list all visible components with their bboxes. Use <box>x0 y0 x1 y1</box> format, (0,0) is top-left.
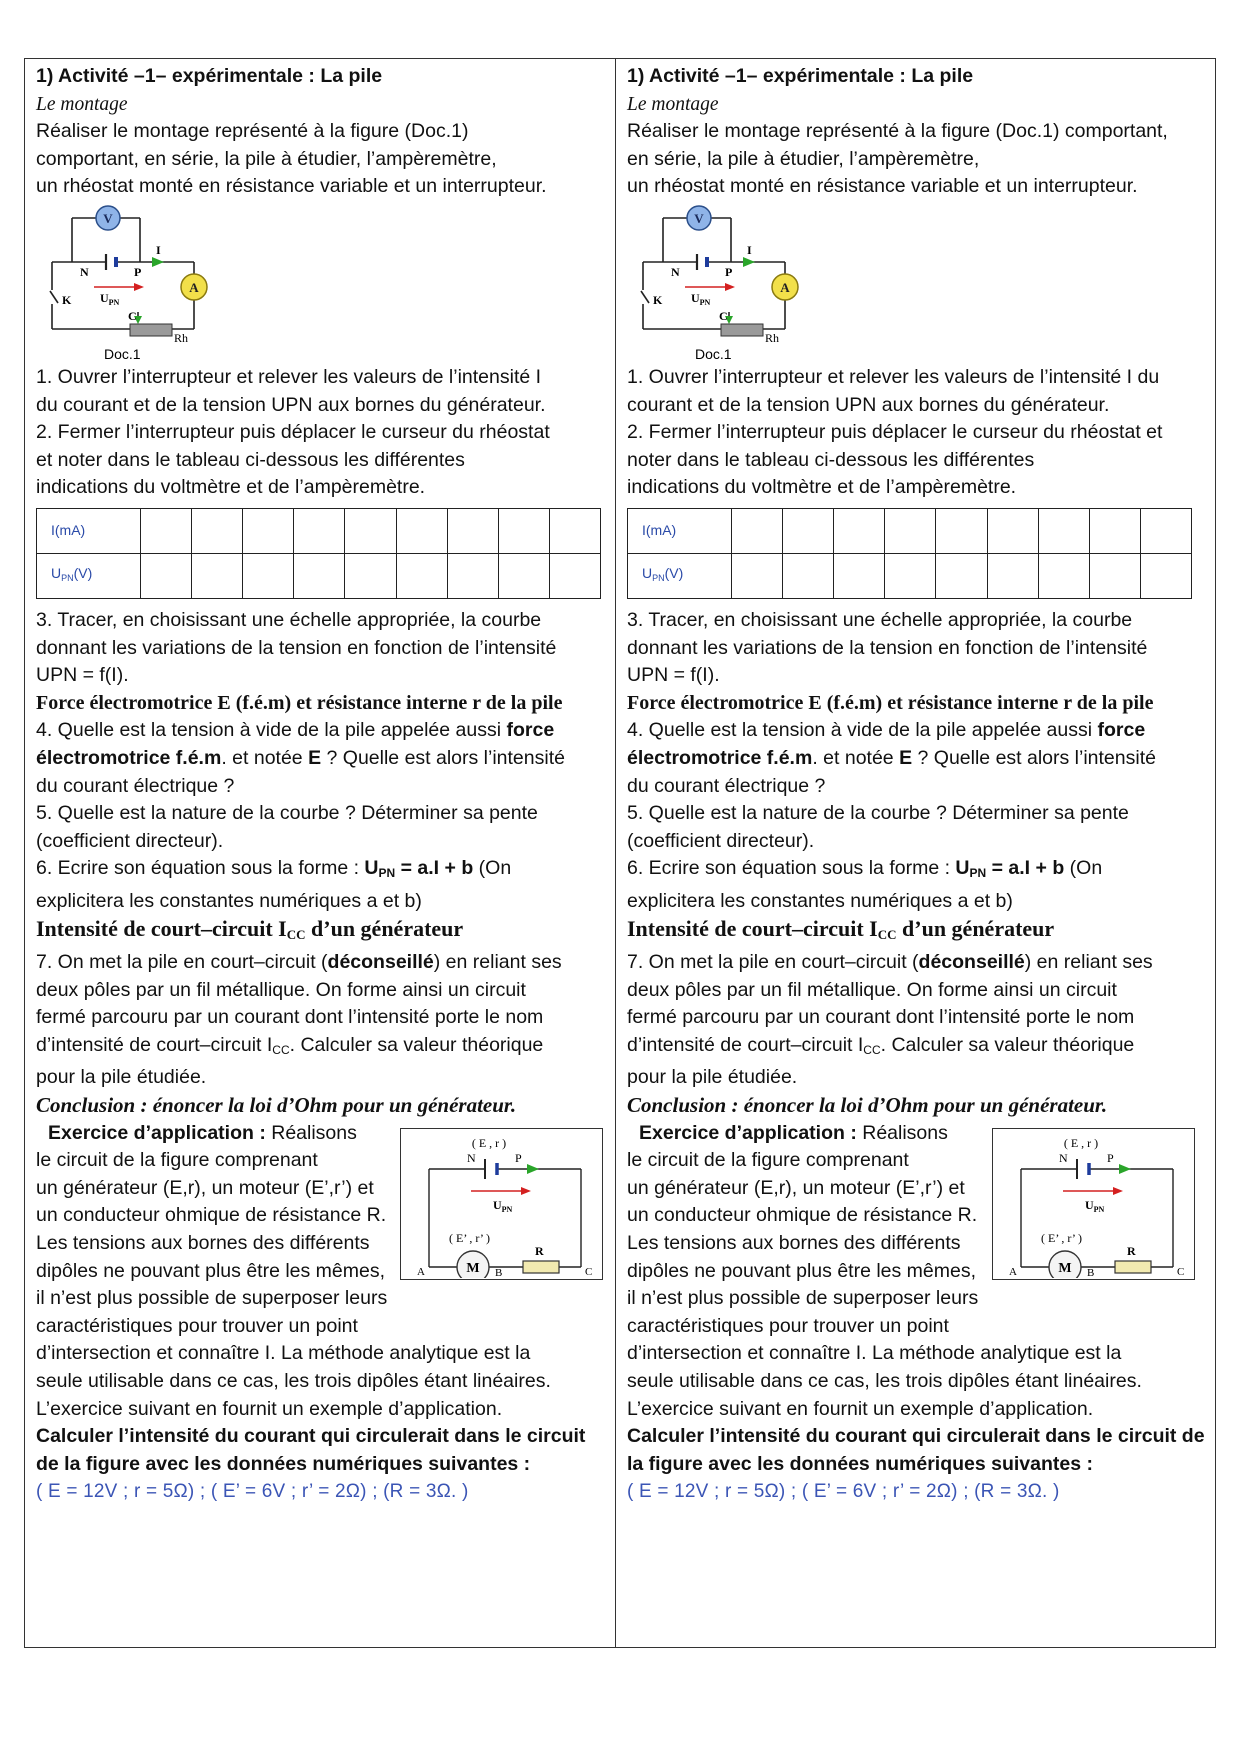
table-cell[interactable] <box>396 553 447 598</box>
table-cell[interactable] <box>834 508 885 553</box>
text-line: il n’est plus possible de superposer leurs <box>627 1287 979 1310</box>
label-er2: ( E’ , r’ ) <box>1041 1230 1082 1245</box>
switch-k <box>50 291 58 303</box>
table-cell[interactable] <box>1140 508 1191 553</box>
label-p: P <box>515 1150 522 1165</box>
table-cell[interactable] <box>192 553 243 598</box>
bold-term: E <box>899 746 913 769</box>
text-line: L’exercice suivant en fournit un exemple d’application. <box>627 1397 1094 1420</box>
table-row <box>628 508 1192 553</box>
voltmeter-label: V <box>694 210 704 226</box>
row-header-voltage <box>37 553 141 598</box>
text-line: L’exercice suivant en fournit un exemple d’application. <box>36 1397 503 1420</box>
text-line <box>627 949 1199 977</box>
table-cell[interactable] <box>1038 553 1089 598</box>
table-row <box>37 553 601 598</box>
text-span: (On <box>478 857 512 880</box>
bold-term: électromotrice f.é.m <box>627 746 813 769</box>
text-line: le circuit de la figure comprenant <box>36 1149 318 1172</box>
row-header-current: I(mA) <box>37 508 141 553</box>
motor-label: M <box>466 1260 480 1276</box>
label-er: ( E , r ) <box>1063 1135 1099 1150</box>
table-cell[interactable] <box>1140 553 1191 598</box>
text-line: donnant les variations de la tension en fonction de l’intensité <box>36 636 557 659</box>
numeric-data: ( E = 12V ; r = 5Ω) ; ( E’ = 6V ; r’ = 2Ω) ; (R = 3Ω. ) <box>36 1481 469 1503</box>
label-sub: PN <box>61 572 74 583</box>
voltmeter-label: V <box>103 210 113 226</box>
text-line: de la figure avec les données numériques suivantes : <box>36 1452 531 1475</box>
voltage-arrow <box>725 283 735 291</box>
text-line: seule utilisable dans ce cas, les trois dipôles étant linéaires. <box>36 1369 551 1392</box>
text-line: explicitera les constantes numériques a et b) <box>627 889 1013 912</box>
label-p: P <box>1107 1150 1114 1165</box>
text-span: 4. Quelle est la tension à vide de la pile appelée aussi <box>627 719 1093 742</box>
label-er2: ( E’ , r’ ) <box>449 1230 490 1245</box>
label-unit: (V) <box>73 564 93 581</box>
voltage-arrow <box>521 1187 531 1195</box>
text-line: UPN = f(I). <box>627 664 720 687</box>
text-line: d’intersection et connaître I. La méthode analytique est la <box>627 1342 1122 1365</box>
table-cell[interactable] <box>294 508 345 553</box>
text-line: (coefficient directeur). <box>627 829 815 852</box>
question-1 <box>36 364 607 419</box>
table-cell[interactable] <box>936 553 987 598</box>
exercise-title: Exercice d’application : <box>639 1121 857 1144</box>
label-rh: Rh <box>765 330 780 345</box>
text-line: (coefficient directeur). <box>36 829 224 852</box>
text-line: explicitera les constantes numériques a et b) <box>36 889 422 912</box>
text-line <box>627 1032 1199 1065</box>
table-cell[interactable] <box>885 508 936 553</box>
text-span: d’un générateur <box>902 916 1055 942</box>
text-line: indications du voltmètre et de l’ampèremètre. <box>36 476 426 499</box>
label-r: R <box>1127 1243 1136 1258</box>
text-line: UPN = f(I). <box>36 664 129 687</box>
table-cell[interactable] <box>141 553 192 598</box>
bold-term: force <box>506 719 555 742</box>
text-line: un rhéostat monté en résistance variable et un interrupteur. <box>627 175 1138 198</box>
table-cell[interactable] <box>345 508 396 553</box>
table-cell[interactable] <box>549 508 600 553</box>
text-line: courant et de la tension UPN aux bornes du générateur. <box>627 393 1110 416</box>
bold-term: déconseillé <box>918 951 1025 974</box>
text-span: . Calculer sa valeur théorique <box>880 1033 1135 1056</box>
table-cell[interactable] <box>936 508 987 553</box>
text-span: ? Quelle est alors l’intensité <box>326 746 565 769</box>
rheostat-icon <box>130 324 172 336</box>
question-3 <box>627 607 1199 690</box>
label-b: B <box>1087 1266 1095 1278</box>
text-line: Calculer l’intensité du courant qui circulerait dans le circuit de <box>627 1425 1205 1448</box>
text-line: caractéristiques pour trouver un point <box>36 1314 358 1337</box>
text-line <box>36 1032 607 1065</box>
row-header-current: I(mA) <box>628 508 732 553</box>
text-line: Réaliser le montage représenté à la figure (Doc.1) comportant, <box>627 120 1168 143</box>
current-arrow <box>152 257 164 267</box>
text-span: ) en reliant ses <box>1024 951 1153 974</box>
table-cell[interactable] <box>396 508 447 553</box>
text-line: 2. Fermer l’interrupteur puis déplacer le curseur du rhéostat <box>36 421 550 444</box>
text-line: il n’est plus possible de superposer leurs <box>36 1287 388 1310</box>
label-c: C <box>585 1265 593 1278</box>
activity-title: 1) Activité –1– expérimentale : La pile <box>627 65 974 87</box>
exercise-block <box>627 1120 1199 1424</box>
text-line <box>627 745 1199 773</box>
conclusion: Conclusion : énoncer la loi d’Ohm pour un générateur. <box>627 1093 1108 1118</box>
column-left <box>25 59 616 1647</box>
measurement-table <box>36 508 601 599</box>
label-upn: $U_{PN}$ <box>100 290 120 307</box>
text-line: 3. Tracer, en choisissant une échelle appropriée, la courbe <box>36 608 542 631</box>
column-right <box>616 59 1207 1647</box>
intro-paragraph <box>627 118 1199 201</box>
numeric-data: ( E = 12V ; r = 5Ω) ; ( E’ = 6V ; r’ = 2Ω) ; (R = 3Ω. ) <box>627 1481 1060 1503</box>
text-line <box>627 855 1199 888</box>
label-sub: PN <box>652 572 665 583</box>
table-cell[interactable] <box>345 553 396 598</box>
intro-paragraph <box>36 118 607 201</box>
voltage-arrow <box>1113 1187 1123 1195</box>
text-line: un générateur (E,r), un moteur (E’,r’) et <box>36 1176 374 1199</box>
table-cell[interactable] <box>783 553 834 598</box>
question-2 <box>627 419 1199 502</box>
section-heading-icc <box>627 915 1199 949</box>
text-line <box>627 717 1199 745</box>
table-cell[interactable] <box>141 508 192 553</box>
text-line: indications du voltmètre et de l’ampèremètre. <box>627 476 1017 499</box>
text-line: pour la pile étudiée. <box>36 1066 207 1089</box>
label-upn: $U_{PN}$ <box>493 1197 513 1214</box>
label-a: A <box>417 1265 425 1278</box>
text-span: (On <box>1069 857 1103 880</box>
table-cell[interactable] <box>732 553 783 598</box>
bold-term: déconseillé <box>327 951 434 974</box>
label-a: A <box>1009 1265 1017 1278</box>
eq-rest: = a.I + b <box>991 857 1065 880</box>
question-7 <box>36 949 607 1092</box>
text-line: dipôles ne pouvant plus être les mêmes, <box>36 1259 386 1282</box>
text-line: 5. Quelle est la nature de la courbe ? Déterminer sa pente <box>36 802 538 825</box>
text-line: dipôles ne pouvant plus être les mêmes, <box>627 1259 977 1282</box>
text-line: Les tensions aux bornes des différents <box>627 1232 961 1254</box>
text-span: 7. On met la pile en court–circuit ( <box>36 951 328 974</box>
table-cell[interactable] <box>834 553 885 598</box>
label-unit: (V) <box>664 564 684 581</box>
text-span: Intensité de court–circuit I <box>627 916 878 942</box>
table-row <box>37 508 601 553</box>
text-span: 6. Ecrire son équation sous la forme : <box>627 857 950 880</box>
text-line: du courant et de la tension UPN aux bornes du générateur. <box>36 393 546 416</box>
table-cell[interactable] <box>783 508 834 553</box>
text-span: ) en reliant ses <box>433 951 562 974</box>
circuit-diagram-doc1 <box>44 204 244 364</box>
calc-instruction <box>627 1423 1205 1478</box>
label-i: I <box>747 242 752 257</box>
question-6 <box>36 855 607 915</box>
label-p: P <box>134 264 142 279</box>
eq-rest: = a.I + b <box>400 857 474 880</box>
figure-caption: Doc.1 <box>695 345 732 362</box>
table-cell[interactable] <box>1038 508 1089 553</box>
label-k: K <box>653 292 663 307</box>
table-cell[interactable] <box>192 508 243 553</box>
equation <box>955 857 1064 879</box>
worksheet-frame <box>24 58 1216 1648</box>
text-line: comportant, en série, la pile à étudier, l’ampèremètre, <box>36 147 497 170</box>
text-span: d’un générateur <box>311 916 464 942</box>
resistor-icon <box>523 1261 559 1273</box>
ammeter-label: A <box>780 279 790 295</box>
text-line: 3. Tracer, en choisissant une échelle appropriée, la courbe <box>627 608 1133 631</box>
text-line: un conducteur ohmique de résistance R. <box>36 1204 387 1227</box>
text-line: caractéristiques pour trouver un point <box>627 1314 949 1337</box>
text-span: 4. Quelle est la tension à vide de la pile appelée aussi <box>36 719 502 742</box>
calc-instruction <box>36 1423 607 1478</box>
text-line: pour la pile étudiée. <box>627 1066 798 1089</box>
text-line <box>36 717 607 745</box>
text-line: 1. Ouvrer l’interrupteur et relever les valeurs de l’intensité I <box>36 365 542 388</box>
text-line: d’intersection et connaître I. La méthode analytique est la <box>36 1342 531 1365</box>
text-line: noter dans le tableau ci-dessous les différentes <box>627 448 1035 471</box>
table-cell[interactable] <box>732 508 783 553</box>
table-cell[interactable] <box>1089 553 1140 598</box>
text-span: ? Quelle est alors l’intensité <box>917 746 1156 769</box>
text-line: donnant les variations de la tension en fonction de l’intensité <box>627 636 1148 659</box>
text-line: Réaliser le montage représenté à la figure (Doc.1) <box>36 120 469 143</box>
table-cell[interactable] <box>447 553 498 598</box>
table-cell[interactable] <box>987 508 1038 553</box>
text-sub: CC <box>863 1042 881 1057</box>
text-sub: CC <box>877 927 897 943</box>
row-header-voltage <box>628 553 732 598</box>
text-line <box>36 855 607 888</box>
text-line: la figure avec les données numériques suivantes : <box>627 1452 1094 1475</box>
label-er: ( E , r ) <box>471 1135 507 1150</box>
label-b: B <box>495 1266 503 1278</box>
activity-title: 1) Activité –1– expérimentale : La pile <box>36 65 383 87</box>
text-line: deux pôles par un fil métallique. On forme ainsi un circuit <box>36 978 526 1001</box>
text-line: le circuit de la figure comprenant <box>627 1149 909 1172</box>
rheostat-icon <box>721 324 763 336</box>
table-row <box>628 553 1192 598</box>
section-heading-icc <box>36 915 607 949</box>
bold-term: force <box>1097 719 1146 742</box>
text-line: un rhéostat monté en résistance variable et un interrupteur. <box>36 175 547 198</box>
equation <box>364 857 473 879</box>
label-p: P <box>725 264 733 279</box>
table-cell[interactable] <box>498 508 549 553</box>
figure-caption: Doc.1 <box>104 345 141 362</box>
question-5 <box>627 800 1199 855</box>
section-subtitle: Le montage <box>627 93 719 115</box>
label-n: N <box>80 264 89 279</box>
text-span: 6. Ecrire son équation sous la forme : <box>36 857 359 880</box>
label-c: C <box>1177 1265 1185 1278</box>
resistor-icon <box>1115 1261 1151 1273</box>
question-4 <box>36 717 607 800</box>
text-line: seule utilisable dans ce cas, les trois dipôles étant linéaires. <box>627 1369 1142 1392</box>
label-upn: $U_{PN}$ <box>1085 1197 1105 1214</box>
switch-k <box>641 291 649 303</box>
table-cell[interactable] <box>498 553 549 598</box>
label-main: U <box>51 564 62 581</box>
current-arrow <box>743 257 755 267</box>
eq-sub: PN <box>969 866 987 881</box>
text-line: fermé parcouru par un courant dont l’intensité porte le nom <box>627 1006 1135 1029</box>
circuit-diagram-exercise <box>401 1129 601 1278</box>
label-n: N <box>671 264 680 279</box>
text-span: . et notée <box>812 746 894 769</box>
section-heading-emf: Force électromotrice E (f.é.m) et résistance interne r de la pile <box>627 691 1154 714</box>
text-line <box>36 949 607 977</box>
current-arrow <box>527 1164 539 1174</box>
circuit-diagram-doc1 <box>635 204 835 364</box>
eq-sub: PN <box>378 866 396 881</box>
text-span: 7. On met la pile en court–circuit ( <box>627 951 919 974</box>
text-line: un générateur (E,r), un moteur (E’,r’) et <box>627 1176 965 1199</box>
text-span: Intensité de court–circuit I <box>36 916 287 942</box>
label-main: U <box>642 564 653 581</box>
text-span: d’intensité de court–circuit I <box>36 1033 273 1056</box>
question-5 <box>36 800 607 855</box>
bold-term: électromotrice f.é.m <box>36 746 222 769</box>
table-cell[interactable] <box>294 553 345 598</box>
bold-term: E <box>308 746 322 769</box>
table-cell[interactable] <box>447 508 498 553</box>
text-line: du courant électrique ? <box>627 774 826 797</box>
table-cell[interactable] <box>243 508 294 553</box>
table-cell[interactable] <box>1089 508 1140 553</box>
label-k: K <box>62 292 72 307</box>
text-span: Réalisons <box>271 1121 357 1144</box>
question-6 <box>627 855 1199 915</box>
ammeter-label: A <box>189 279 199 295</box>
table-cell[interactable] <box>243 553 294 598</box>
figure-2-box <box>992 1128 1195 1280</box>
label-upn: $U_{PN}$ <box>691 290 711 307</box>
question-4 <box>627 717 1199 800</box>
table-cell[interactable] <box>549 553 600 598</box>
text-sub: CC <box>286 927 306 943</box>
table-cell[interactable] <box>885 553 936 598</box>
conclusion: Conclusion : énoncer la loi d’Ohm pour un générateur. <box>36 1093 517 1118</box>
question-2 <box>36 419 607 502</box>
label-n: N <box>467 1150 476 1165</box>
text-line: un conducteur ohmique de résistance R. <box>627 1204 978 1227</box>
eq-u: U <box>364 857 379 880</box>
motor-label: M <box>1058 1260 1072 1276</box>
section-subtitle: Le montage <box>36 93 128 115</box>
section-heading-emf: Force électromotrice E (f.é.m) et résistance interne r de la pile <box>36 691 563 714</box>
text-line: 1. Ouvrer l’interrupteur et relever les valeurs de l’intensité I du <box>627 365 1160 388</box>
label-rh: Rh <box>174 330 189 345</box>
circuit-diagram-exercise <box>993 1129 1193 1278</box>
text-line: fermé parcouru par un courant dont l’intensité porte le nom <box>36 1006 544 1029</box>
current-arrow <box>1119 1164 1131 1174</box>
label-i: I <box>156 242 161 257</box>
text-sub: CC <box>272 1042 290 1057</box>
voltage-arrow <box>134 283 144 291</box>
label-c: C <box>719 308 728 323</box>
text-line <box>36 745 607 773</box>
text-line: du courant électrique ? <box>36 774 235 797</box>
text-span: . et notée <box>221 746 303 769</box>
question-7 <box>627 949 1199 1092</box>
figure-2-box <box>400 1128 603 1280</box>
measurement-table <box>627 508 1192 599</box>
label-c: C <box>128 308 137 323</box>
question-3 <box>36 607 607 690</box>
text-span: . Calculer sa valeur théorique <box>289 1033 544 1056</box>
table-cell[interactable] <box>987 553 1038 598</box>
text-line: Calculer l’intensité du courant qui circulerait dans le circuit <box>36 1425 586 1448</box>
label-r: R <box>535 1243 544 1258</box>
text-line: et noter dans le tableau ci-dessous les différentes <box>36 448 465 471</box>
exercise-title: Exercice d’application : <box>48 1121 266 1144</box>
question-1 <box>627 364 1199 419</box>
text-line: 5. Quelle est la nature de la courbe ? Déterminer sa pente <box>627 802 1129 825</box>
exercise-block <box>36 1120 607 1424</box>
label-n: N <box>1059 1150 1068 1165</box>
text-span: d’intensité de court–circuit I <box>627 1033 864 1056</box>
eq-u: U <box>955 857 970 880</box>
text-line: en série, la pile à étudier, l’ampèremètre, <box>627 147 980 170</box>
text-line: 2. Fermer l’interrupteur puis déplacer le curseur du rhéostat et <box>627 421 1163 444</box>
text-line: deux pôles par un fil métallique. On forme ainsi un circuit <box>627 978 1117 1001</box>
text-span: Réalisons <box>862 1121 948 1144</box>
text-line: Les tensions aux bornes des différents <box>36 1232 370 1254</box>
